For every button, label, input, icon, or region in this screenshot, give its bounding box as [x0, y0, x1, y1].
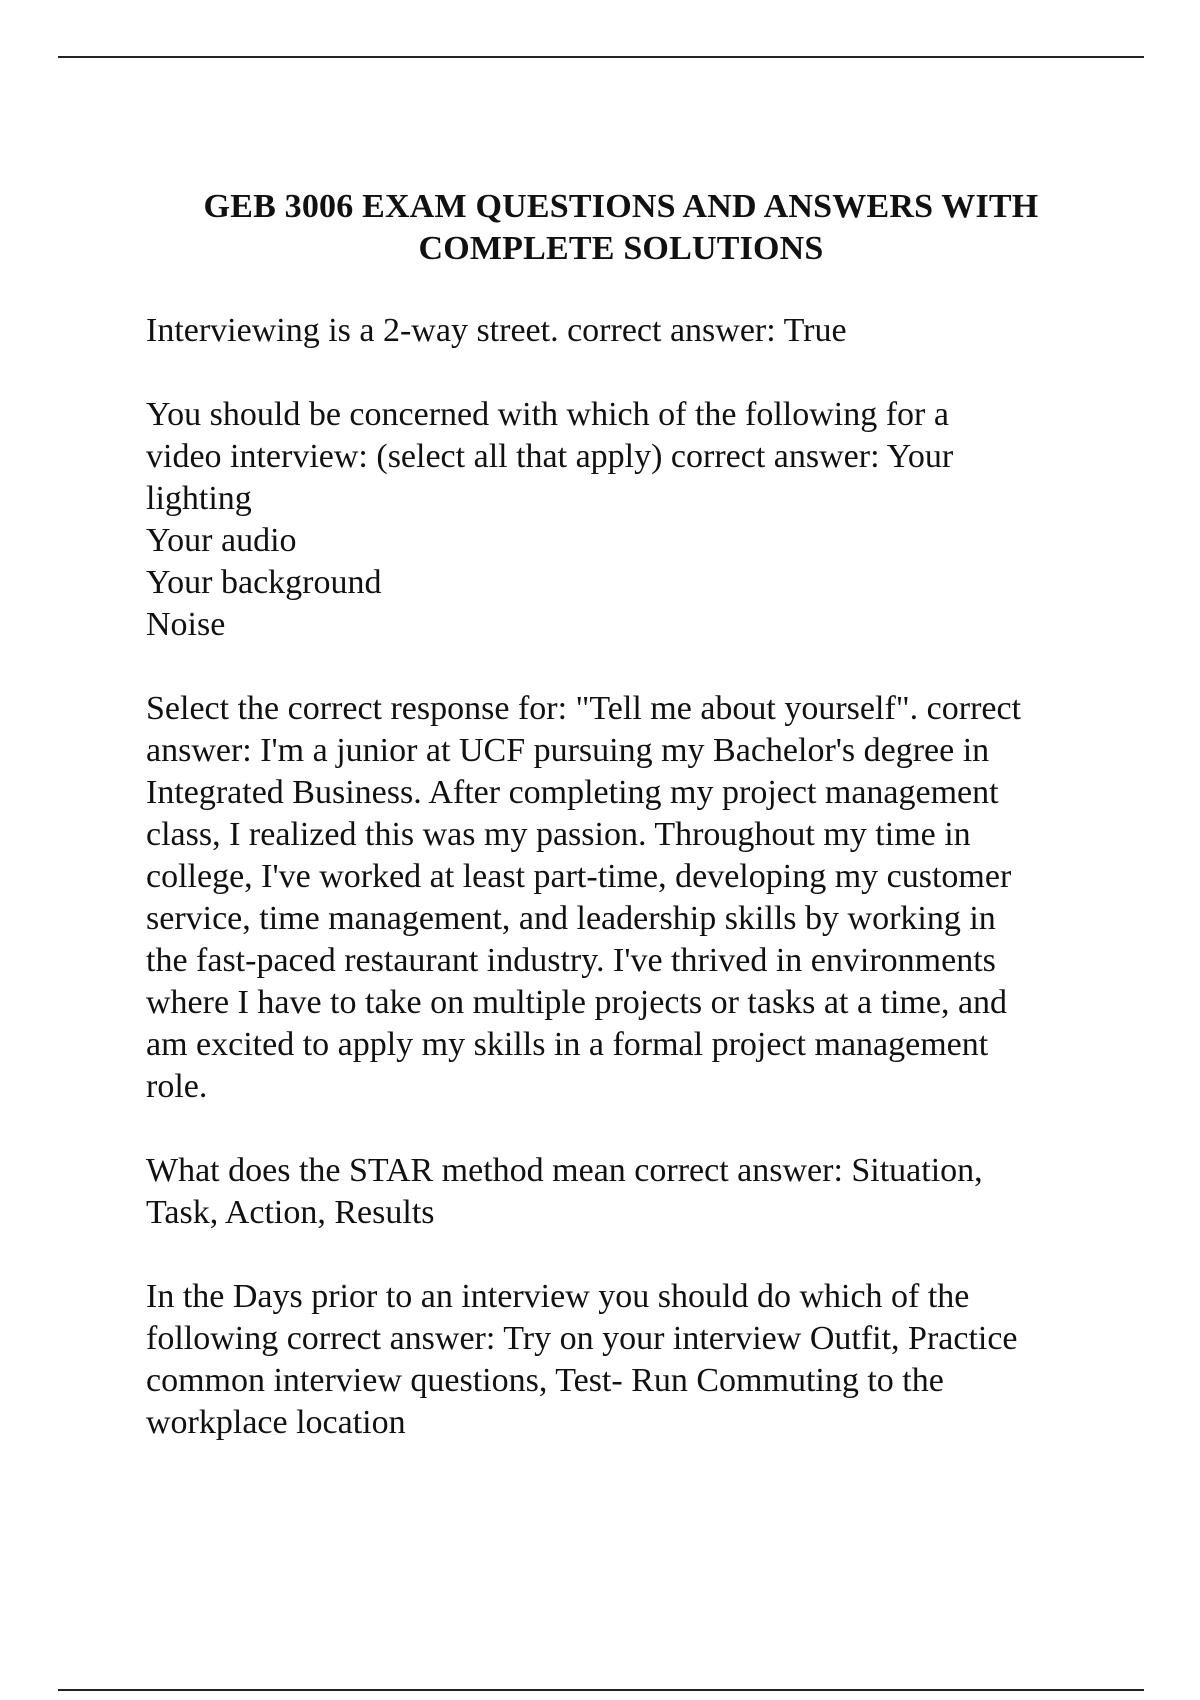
qa-line: video interview: (select all that apply) correct answer: Your	[146, 438, 954, 475]
qa-line: Your audio	[146, 522, 297, 559]
qa-line: Interviewing is a 2-way street. correct answer: True	[146, 312, 847, 349]
qa-line: answer: I'm a junior at UCF pursuing my Bachelor's degree in	[146, 732, 990, 769]
qa-item-5	[146, 1276, 1096, 1444]
qa-item-4	[146, 1150, 1096, 1234]
qa-item-1	[146, 310, 1096, 352]
qa-line: am excited to apply my skills in a formal project management	[146, 1026, 989, 1063]
qa-line: following correct answer: Try on your interview Outfit, Practice	[146, 1320, 1018, 1357]
qa-line: role.	[146, 1068, 208, 1105]
qa-line: Your background	[146, 564, 382, 601]
qa-line: Integrated Business. After completing my project management	[146, 774, 999, 811]
qa-line: What does the STAR method mean correct answer: Situation,	[146, 1152, 983, 1189]
qa-line: workplace location	[146, 1404, 406, 1441]
qa-line: You should be concerned with which of the following for a	[146, 396, 949, 433]
qa-line: Select the correct response for: "Tell me about yourself". correct	[146, 690, 1022, 727]
qa-line: the fast-paced restaurant industry. I've thrived in environments	[146, 942, 996, 979]
qa-line: class, I realized this was my passion. Throughout my time in	[146, 816, 971, 853]
top-rule	[58, 56, 1144, 58]
qa-line: lighting	[146, 480, 252, 517]
qa-line: Task, Action, Results	[146, 1194, 435, 1231]
qa-item-2	[146, 394, 1096, 646]
qa-line: service, time management, and leadership skills by working in	[146, 900, 996, 937]
qa-line: common interview questions, Test- Run Commuting to the	[146, 1362, 944, 1399]
qa-line: In the Days prior to an interview you should do which of the	[146, 1278, 970, 1315]
qa-item-3	[146, 688, 1096, 1108]
document-title	[146, 186, 1096, 270]
title-line-1: GEB 3006 EXAM QUESTIONS AND ANSWERS WITH	[203, 188, 1039, 225]
title-line-2: COMPLETE SOLUTIONS	[418, 230, 824, 267]
bottom-rule	[58, 1689, 1144, 1691]
qa-line: Noise	[146, 606, 226, 643]
qa-line: where I have to take on multiple projects or tasks at a time, and	[146, 984, 1008, 1021]
document-page	[146, 186, 1096, 1486]
qa-line: college, I've worked at least part-time, developing my customer	[146, 858, 1012, 895]
